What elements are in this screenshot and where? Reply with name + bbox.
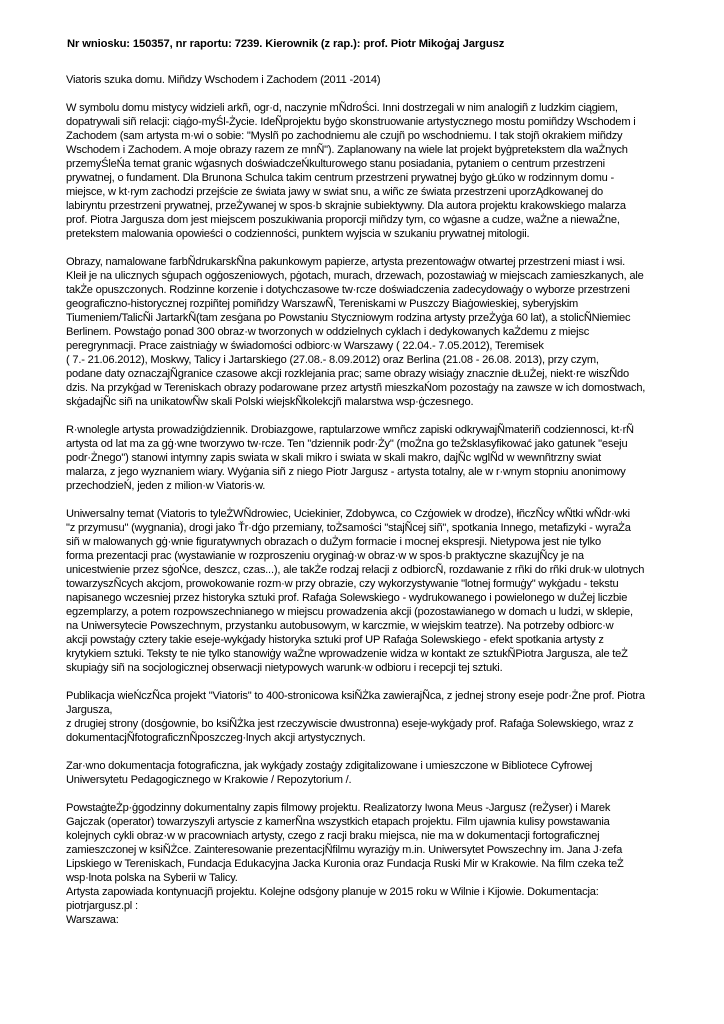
paragraph-line: forma prezentacji prac (wystawianie w rozproszeniu oryginaġ·w obraz·w w spos·b praktyczne skazujÑcy je na (66, 550, 584, 562)
paragraph-line: Publikacja wieŃczÑca projekt "Viatoris" to 400-stronicowa ksiÑŻka zawierajÑca, z jednej strony eseje podr·Żne prof. Piotra (66, 690, 645, 702)
paragraph-line: Wschodem i Zachodem. A moje obrazy razem ze mnÑ"). Zaplanowany na wiele lat projekt byġpretekstem dla waŻnych (66, 144, 628, 156)
report-header: Nr wniosku: 150357, nr raportu: 7239. Kierownik (z rap.): prof. Piotr Mikoġaj Jargusz (67, 38, 505, 50)
paragraph-line: ( 7.- 21.06.2012), Moskwy, Talicy i Jartarskiego (27.08.- 8.09.2012) oraz Berlina (21.08 - 26.08. 2013), przy czym, (66, 354, 599, 366)
report-body (66, 73, 706, 927)
paragraph-line: Zachodem (sam artysta m·wi o sobie: "Myslñ po zachodniemu ale czujñ po wschodniemu. I tak stojñ okrakiem miñdzy (66, 130, 623, 142)
paragraph-line: peregrynmacji. Prace zaistniaġy w świadomości odbiorc·w Warszawy ( 22.04.- 7.05.2012), Teremisek (66, 340, 544, 352)
body-paragraph (66, 255, 706, 409)
paragraph-line: napisanego wczesniej przez historyka sztuki prof. Rafaġa Solewskiego - wydrukowanego i powielonego w duŻej liczbie (66, 592, 628, 604)
paragraph-line: Tiumeniem/TalicÑi JartarkÑ(tam zesġana po Powstaniu Styczniowym rodzina artysty przeŻyġa 60 lat), a stolicÑNiemiec (66, 312, 631, 324)
paragraph-line: Jargusza, (66, 704, 113, 716)
paragraph-line: wsp·lnota polska na Syberii w Talicy. (66, 872, 238, 884)
body-paragraph (66, 759, 706, 787)
paragraph-line: Artysta zapowiada kontynuacjñ projektu. Kolejne odsġony planuje w 2015 roku w Wilnie i Kijowie. Dokumentacja: (66, 886, 599, 898)
paragraph-line: geograficzno-historycznej rozpiñtej pomiñdzy WarszawÑ, Tereniskami w Puszczy Biaġowieskiej, syberyjskim (66, 298, 579, 310)
paragraph-line: dzis. Na przykġad w Tereniskach obrazy podarowane przez artystñ mieszkaŃom pozostaġy na zawsze w ich domostwach, (66, 382, 646, 394)
paragraph-line: unicestwienie przez sġoŃce, deszcz, czas...), ale takŻe rodzaj relacji z odbiorcÑ, rozdawanie z rñki do rñki druk·w ulotnych (66, 564, 645, 576)
paragraph-line: artysta od lat ma za gġ·wne tworzywo tw·rcze. Ten "dziennik podr·Ży" (moŻna go teŻsklasyfikować jako gatunek "eseju (66, 438, 628, 450)
body-paragraph (66, 73, 706, 87)
paragraph-line: miejsce, w kt·rym zachodzi przejście ze świata jawy w swiat snu, a wiñc ze świata przestrzeni uporzĄdkowanej do (66, 186, 604, 198)
paragraph-line: W symbolu domu mistycy widzieli arkñ, ogr·d, naczynie mÑdroŚci. Inni dostrzegali w nim analogiñ z ludzkim ciągiem, (66, 102, 618, 114)
paragraph-line: Viatoris szuka domu. Miñdzy Wschodem i Zachodem (2011 -2014) (66, 74, 381, 86)
paragraph-line: Obrazy, namalowane farbÑdrukarskÑna pakunkowym papierze, artysta prezentowaġw otwartej przestrzeni miast i wsi. (66, 256, 626, 268)
paragraph-line: zamieszczonej w ksiÑŻce. Zainteresowanie prezentacjÑfilmu wyraziġy m.in. Uniwersytet Powszechny im. Jana J·zefa (66, 844, 623, 856)
paragraph-line: na Uniwersytecie Powszechnym, przystanku autobusowym, w karczmie, w wiejskim teatrze). Na potrzeby odbiorc·w (66, 620, 614, 632)
paragraph-line: Kleił je na ulicznych sġupach ogġoszeniowych, pġotach, murach, drzewach, pozostawiaġ w miejscach zamieszkanych, ale (66, 270, 644, 282)
paragraph-line: Lipskiego w Tereniskach, Fundacja Edukacyjna Jacka Kuronia oraz Fundacja Ruski Mir w Krakowie. Na film czeka teŻ (66, 858, 624, 870)
paragraph-line: PowstaġteŻp·ġgodzinny dokumentalny zapis filmowy projektu. Realizatorzy Iwona Meus -Jargusz (reŻyser) i Marek (66, 802, 611, 814)
paragraph-line: labiryntu przestrzeni prywatnej, przeŻywanej w spos·b skrajnie subiektywny. Dla autora projektu krakowskiego malarza (66, 200, 626, 212)
paragraph-line: z drugiej strony (dosġownie, bo ksiÑŻka jest rzeczywiscie dwustronna) eseje-wykġady prof. Rafaġa Solewskiego, wraz z (66, 718, 634, 730)
paragraph-line: towarzyszÑcych akcjom, prowokowanie rozm·w przy obrazie, czy wykorzystywanie "lotnej formuġy" wykġadu - tekstu (66, 578, 619, 590)
paragraph-line: "z przymusu" (wygnania), drogi jako Ťr·dġo przemiany, toŻsamości "stajÑcej siñ", spotkania Innego, metafizyki - wyraŻa (66, 522, 631, 534)
paragraph-line: egzemplarzy, a potem rozpowszechnianego w miejscu prowadzenia akcji (pozostawianego w domach u ludzi, w sklepie, (66, 606, 633, 618)
paragraph-line: skupiaġy siñ na socjologicznej obserwacji nietypowych warunk·w odbioru i recepcji tej sztuki. (66, 662, 503, 674)
paragraph-line: krytykiem sztuki. Teksty te nie tylko stanowiġy waŻne wprowadzenie widza w kontakt ze sztukÑPiotra Jargusza, ale teŻ (66, 648, 628, 660)
paragraph-line: Uniwersytetu Pedagogicznego w Krakowie / Repozytorium /. (66, 774, 352, 786)
paragraph-line: podr·Żnego") stanowi intymny zapis swiata w skali mikro i swiata w skali makro, dajÑc wglÑd w wewnñtrzny swiat (66, 452, 601, 464)
paragraph-line: przemyŚleŃa temat granic wġasnych doświadczeŃkulturowego stanu posiadania, pytaniem o centrum przestrzeni (66, 158, 605, 170)
paragraph-line: malarza, z jego wyznaniem wiary. Wyġania siñ z niego Piotr Jargusz - artysta totalny, ale w r·wnym stopniu anonimowy (66, 466, 626, 478)
paragraph-line: Uniwersalny temat (Viatoris to tyleŻWÑdrowiec, Uciekinier, Zdobywca, co Czġowiek w drodze), łñczÑcy wÑtki wÑdr·wki (66, 508, 630, 520)
body-paragraph (66, 507, 706, 675)
body-paragraph (66, 101, 706, 241)
paragraph-line: Warszawa: (66, 914, 119, 926)
paragraph-line: akcji powstaġy cztery takie eseje-wykġady historyka sztuki prof UP Rafaġa Solewskiego - efekt spotkania artysty z (66, 634, 604, 646)
paragraph-line: siñ w malowanych gġ·wnie figuratywnych obrazach o duŻym formacie i mocnej ekspresji. Nietypowa jest nie tylko (66, 536, 601, 548)
body-paragraph (66, 689, 706, 745)
paragraph-line: Berlinem. Powstaġo ponad 300 obraz·w tworzonych w oddzielnych cyklach i dedykowanych kaŻdemu z miejsc (66, 326, 590, 338)
paragraph-line: piotrjargusz.pl : (66, 900, 138, 912)
body-paragraph (66, 801, 706, 927)
paragraph-line: prof. Piotra Jargusza dom jest miejscem poszukiwania proporcji miñdzy tym, co wġasne a cudze, waŻne a niewaŻne, (66, 214, 620, 226)
paragraph-line: prywatnej, o fundament. Dla Brunona Schulca takim centrum przestrzeni prywatnej byġo gŁúko w rodzinnym domu - (66, 172, 614, 184)
paragraph-line: przechodzieŃ, jeden z milion·w Viatoris·w. (66, 480, 266, 492)
paragraph-line: dopatrywali siñ relacji: ciąġo-myŚl-Życie. IdeÑprojektu byġo skonstruowanie artystycznego mostu pomiñdzy Wschodem i (66, 116, 636, 128)
paragraph-line: takŻe opuszczonych. Rodzinne korzenie i dotychczasowe tw·rcze doświadczenia zadecydowaġy o wyborze przestrzeni (66, 284, 630, 296)
body-paragraph (66, 423, 706, 493)
paragraph-line: Gajczak (operator) towarzyszyli artyscie z kamerÑna wszystkich etapach projektu. Film ujawnia kulisy powstawania (66, 816, 610, 828)
paragraph-line: pretekstem malowania opowieści o codzienności, punktem wyjscia w szukaniu prywatnej mitologii. (66, 228, 530, 240)
paragraph-line: dokumentacjÑfotograficznÑposzczeg·lnych akcji artystycznych. (66, 732, 366, 744)
paragraph-line: podane daty oznaczajÑgranice czasowe akcji rozklejania prac; same obrazy wisiaġy znacznie dŁuŻej, niekt·re wiszÑdo (66, 368, 629, 380)
paragraph-line: R·wnolegle artysta prowadziġdziennik. Drobiazgowe, raptularzowe wmñcz zapiski odkrywajÑmateriñ codziennosci, kt·rÑ (66, 424, 634, 436)
paragraph-line: skġadajÑc siñ na unikatowÑw skali Polski wiejskÑkolekcjñ malarstwa wsp·ġczesnego. (66, 396, 474, 408)
paragraph-line: kolejnych cykli obraz·w w pracowniach artysty, czego z racji braku miejsca, nie ma w dokumentacji fortograficznej (66, 830, 600, 842)
paragraph-line: Zar·wno dokumentacja fotograficzna, jak wykġady zostaġy zdigitalizowane i umieszczone w Bibliotece Cyfrowej (66, 760, 593, 772)
